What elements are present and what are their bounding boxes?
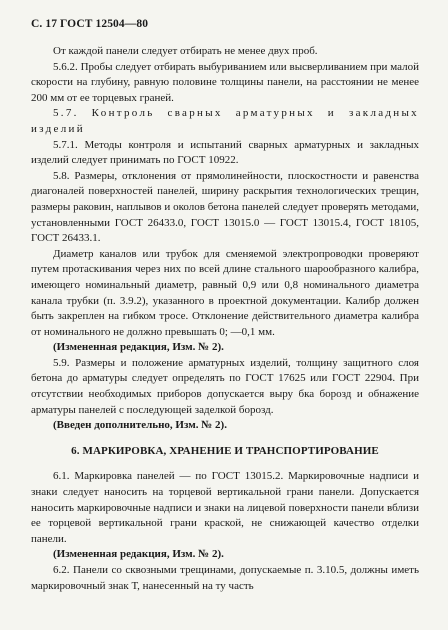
page-header: С. 17 ГОСТ 12504—80	[31, 18, 149, 30]
amendment-note-2: (Введен дополнительно, Изм. № 2).	[53, 419, 227, 432]
paragraph-5-8: 5.8. Размеры, отклонения от прямолинейности, плоскостности и равенства диагоналей поверхностей панелей, ширину раскрытия технологических трещин, размеры раковин, наплывов и околов бетона панелей следует проверять методами, установленными ГОСТ 26433.0, ГОСТ 13015.0 — ГОСТ 13015.4, ГОСТ 18105, ГОСТ 26433.1.	[31, 169, 419, 245]
spacer	[31, 459, 419, 469]
section-6-title: 6. МАРКИРОВКА, ХРАНЕНИЕ И ТРАНСПОРТИРОВАНИЕ	[71, 444, 379, 457]
heading-5-7: 5.7. Контроль сварных арматурных и закладных изделий	[31, 107, 419, 135]
paragraph-6-1: 6.1. Маркировка панелей — по ГОСТ 13015.2. Маркировочные надписи и знаки следует наносить на торцевой вертикальной грани панели. Допускается наносить маркировочные надписи и знаки на лицевой поверхности панели вблизи ее торцевой вертикальной грани краской, не снижающей качество отделки панели.	[31, 470, 419, 545]
amendment-note-3: (Измененная редакция, Изм. № 2).	[53, 548, 224, 561]
paragraph-5-7-1: 5.7.1. Методы контроля и испытаний сварных арматурных и закладных изделий следует принимать по ГОСТ 10922.	[31, 138, 419, 167]
paragraph-channel-diameter: Диаметр каналов или трубок для сменяемой электропроводки проверяют путем протаскивания через них по всей длине стального шарообразного калибра, имеющего номинальный диаметр, равный 0,9 или 0,8 номинального диаметра канала трубки (п. 3.9.2), указанного в проектной документации. Калибр должен быть закреплен на гибком тросе. Отклонение действительного диаметра калибра от номинального не должно превышать 0; —0,1 мм.	[31, 247, 419, 338]
paragraph-5-9: 5.9. Размеры и положение арматурных изделий, толщину защитного слоя бетона до арматуры следует определять по ГОСТ 17625 или ГОСТ 22904. При отсутствии необходимых приборов допускается выру бка борозд и обнажение арматуры панелей с последующей заделкой борозд.	[31, 356, 419, 416]
paragraph-sampling: От каждой панели следует отбирать не менее двух проб.	[53, 45, 318, 57]
amendment-note-1: (Измененная редакция, Изм. № 2).	[53, 341, 224, 354]
document-body	[31, 44, 419, 594]
paragraph-6-2: 6.2. Панели со сквозными трещинами, допускаемые п. 3.10.5, должны иметь маркировочный знак Т, нанесенный на ту часть	[31, 564, 419, 592]
paragraph-5-6-2: 5.6.2. Пробы следует отбирать выбуриванием или высверливанием при малой скорости на глубину, равную половине толщины панели, на расстоянии не менее 200 мм от ее торцевых граней.	[31, 60, 419, 104]
spacer	[31, 434, 419, 444]
